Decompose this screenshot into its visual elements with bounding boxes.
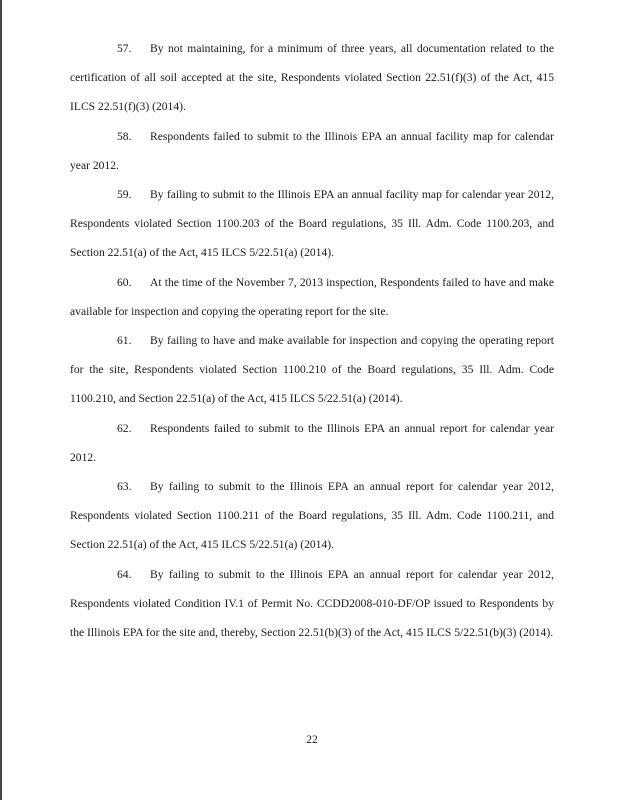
document-body <box>70 34 554 647</box>
paragraph-59 <box>70 180 554 268</box>
paragraph-57 <box>70 34 554 122</box>
paragraph-text: By failing to submit to the Illinois EPA an annual report for calendar year 2012, Respondents violated Condition IV.1 of Permit No. CCDD2008-010-DF/OP issued to Respondents by the Illinois EPA for the site and, thereby, Section 22.51(b)(3) of the Act, 415 ILCS 5/22.51(b)(3) (2014). <box>70 567 554 640</box>
scan-edge <box>0 0 2 800</box>
paragraph-text: At the time of the November 7, 2013 inspection, Respondents failed to have and make available for inspection and copying the operating report for the site. <box>70 275 554 318</box>
paragraph-number: 59. <box>117 188 132 202</box>
paragraph-text: Respondents failed to submit to the Illinois EPA an annual report for calendar year 2012. <box>70 421 554 464</box>
paragraph-60 <box>70 268 554 326</box>
paragraph-number: 61. <box>117 334 132 348</box>
paragraph-text: By failing to submit to the Illinois EPA an annual report for calendar year 2012, Respondents violated Section 1100.211 of the Board regulations, 35 Ill. Adm. Code 1100.211, and Section 22.51(a) of the Act, 415 ILCS 5/22.51(a) (2014). <box>70 480 554 552</box>
paragraph-text: By failing to submit to the Illinois EPA an annual facility map for calendar year 2012, Respondents violated Section 1100.203 of the Board regulations, 35 Ill. Adm. Code 1100.203, and Section 22.51(a) of the Act, 415 ILCS 5/22.51(a) (2014). <box>70 188 554 260</box>
paragraph-text: Respondents failed to submit to the Illinois EPA an annual facility map for calendar year 2012. <box>70 129 554 172</box>
paragraph-number: 57. <box>117 42 132 55</box>
page-number: 22 <box>306 733 318 746</box>
paragraph-63 <box>70 472 554 560</box>
paragraph-number: 62. <box>117 421 132 435</box>
paragraph-61 <box>70 326 554 414</box>
paragraph-text: By failing to have and make available for inspection and copying the operating report for the site, Respondents violated Section 1100.210 of the Board regulations, 35 Ill. Adm. Code 1100.210, and Section 22.51(a) of the Act, 415 ILCS 5/22.51(a) (2014). <box>70 334 554 406</box>
paragraph-text: By not maintaining, for a minimum of three years, all documentation related to the certification of all soil accepted at the site, Respondents violated Section 22.51(f)(3) of the Act, 415 ILCS 22.51(f)(3) (2014). <box>70 42 554 114</box>
paragraph-64 <box>70 560 554 648</box>
paragraph-62 <box>70 414 554 472</box>
paragraph-number: 60. <box>117 275 132 289</box>
paragraph-58 <box>70 122 554 180</box>
paragraph-number: 63. <box>117 480 132 494</box>
paragraph-number: 58. <box>117 129 132 143</box>
paragraph-number: 64. <box>117 567 132 581</box>
